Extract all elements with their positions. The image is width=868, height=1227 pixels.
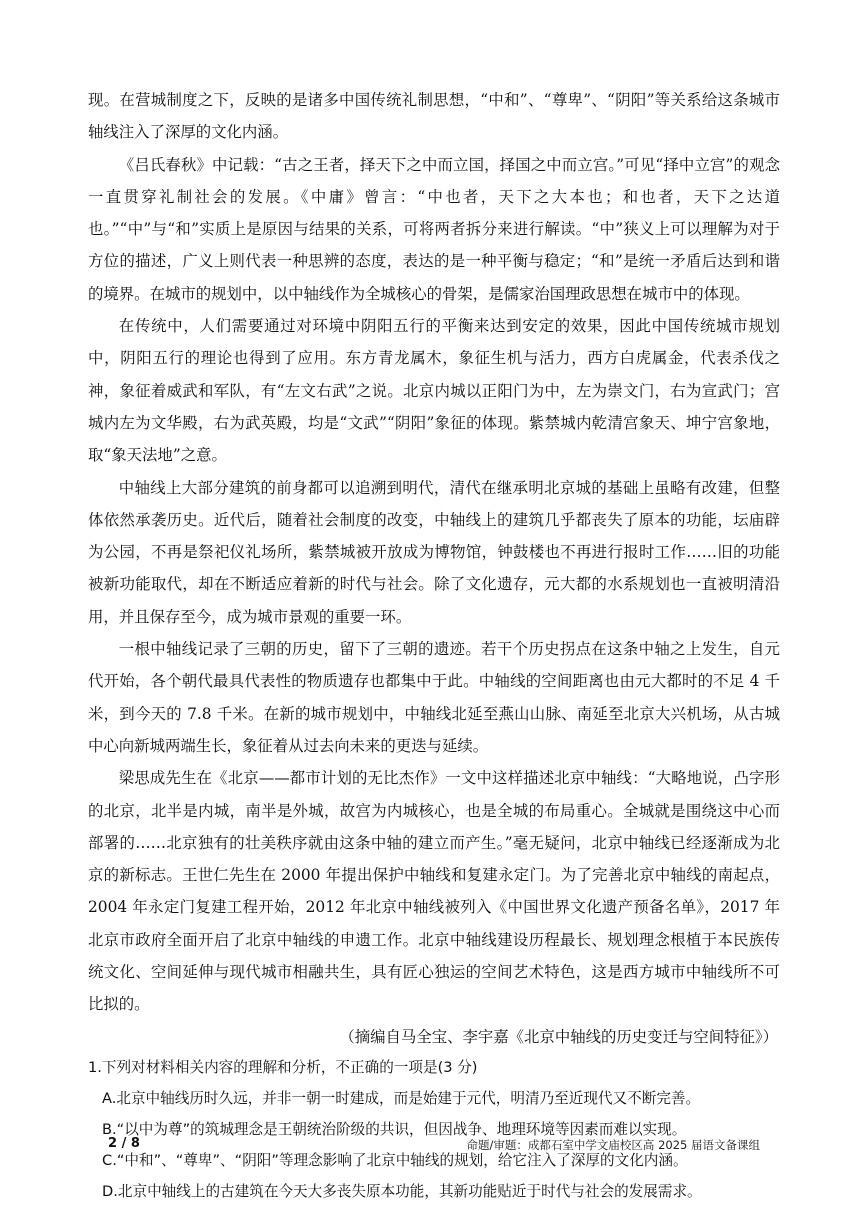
reading-passage [88,84,780,1207]
page-footer [0,1136,868,1158]
passage-paragraph-3: 在传统中，人们需要通过对环境中阴阳五行的平衡来达到安定的效果，因此中国传统城市规划中，阴阳五行的理论也得到了应用。东方青龙属木，象征生机与活力，西方白虎属金，代表杀伐之神，象征着威武和军队，有“左文右武”之说。北京内城以正阳门为中，左为崇文门，右为宣武门；宫城内左为文华殿，右为武英殿，均是“文武”“阴阳”象征的体现。紫禁城内乾清宫象天、坤宁宫象地，取“象天法地”之意。 [88,317,780,465]
passage-paragraph-5: 一根中轴线记录了三朝的历史，留下了三朝的遗迹。若干个历史拐点在这条中轴之上发生，自元代开始，各个朝代最具代表性的物质遗存也都集中于此。中轴线的空间距离也由元大都时的不足 4 千米，到今天的 7.8 千米。在新的城市规划中，中轴线北延至燕山山脉、南延至北京大兴机场，从古城中心向新城两端生长，象征着从过去向未来的更迭与延续。 [88,640,780,755]
option-d[interactable]: D.北京中轴线上的古建筑在今天大多丧失原本功能，其新功能贴近于时代与社会的发展需求。 [102,1183,702,1201]
passage-source: （摘编自马全宝、李宇嘉《北京中轴线的历史变迁与空间特征》） [339,1027,778,1046]
question-stem: 1.下列对材料相关内容的理解和分析，不正确的一项是(3 分) [88,1058,478,1076]
passage-paragraph-4: 中轴线上大部分建筑的前身都可以追溯到明代，清代在继承明北京城的基础上虽略有改建，但整体依然承袭历史。近代后，随着社会制度的改变，中轴线上的建筑几乎都丧失了原本的功能，坛庙辟为公园，不再是祭祀仪礼场所，紫禁城被开放成为博物馆，钟鼓楼也不再进行报时工作……旧的功能被新功能取代，却在不断适应着新的时代与社会。除了文化遗存，元大都的水系规划也一直被明清沿用，并且保存至今，成为城市景观的重要一环。 [88,478,780,626]
footer-credit: 命题/审题：成都石室中学文庙校区高 2025 届语文备课组 [466,1138,760,1152]
passage-paragraph-1: 现。在营城制度之下，反映的是诸多中国传统礼制思想，“中和”、“尊卑”、“阴阳”等关系给这条城市轴线注入了深厚的文化内涵。 [88,91,780,142]
passage-paragraph-6: 梁思成先生在《北京——都市计划的无比杰作》一文中这样描述北京中轴线：“大略地说，凸字形的北京，北半是内城，南半是外城，故宫为内城核心，也是全城的布局重心。全城就是围绕这中心而部署的……北京独有的壮美秩序就由这条中轴的建立而产生。”毫无疑问，北京中轴线已经逐渐成为北京的新标志。王世仁先生在 2000 年提出保护中轴线和复建永定门。为了完善北京中轴线的南起点，2004 年永定门复建工程开始，2012 年北京中轴线被列入《中国世界文化遗产预备名单》，2017 年北京市政府全面开启了北京中轴线的申遗工作。北京中轴线建设历程最长、规划理念根植于本民族传统文化、空间延伸与现代城市相融共生，具有匠心独运的空间艺术特色，这是西方城市中轴线所不可比拟的。 [88,769,780,1014]
option-c[interactable]: C.“中和”、“尊卑”、“阴阳”等理念影响了北京中轴线的规划，给它注入了深厚的文化内涵。 [102,1152,688,1170]
passage-paragraph-2: 《吕氏春秋》中记载：“古之王者，择天下之中而立国，择国之中而立宫。”可见“择中立宫”的观念一直贯穿礼制社会的发展。《中庸》曾言：“中也者，天下之大本也；和也者，天下之达道也。”“中”与“和”实质上是原因与结果的关系，可将两者拆分来进行解读。“中”狭义上可以理解为对于方位的描述，广义上则代表一种思辨的态度，表达的是一种平衡与稳定；“和”是统一矛盾后达到和谐的境界。在城市的规划中，以中轴线作为全城核心的骨架，是儒家治国理政思想在城市中的体现。 [88,155,780,303]
option-a[interactable]: A.北京中轴线历时久远，并非一朝一时建成，而是始建于元代，明清乃至近现代又不断完善。 [102,1090,701,1108]
page-number: 2 / 8 [108,1136,140,1151]
option-b[interactable]: B.“以中为尊”的筑城理念是王朝统治阶级的共识，但因战争、地理环境等因素而难以实现。 [102,1121,687,1139]
question-1 [88,1053,780,1208]
